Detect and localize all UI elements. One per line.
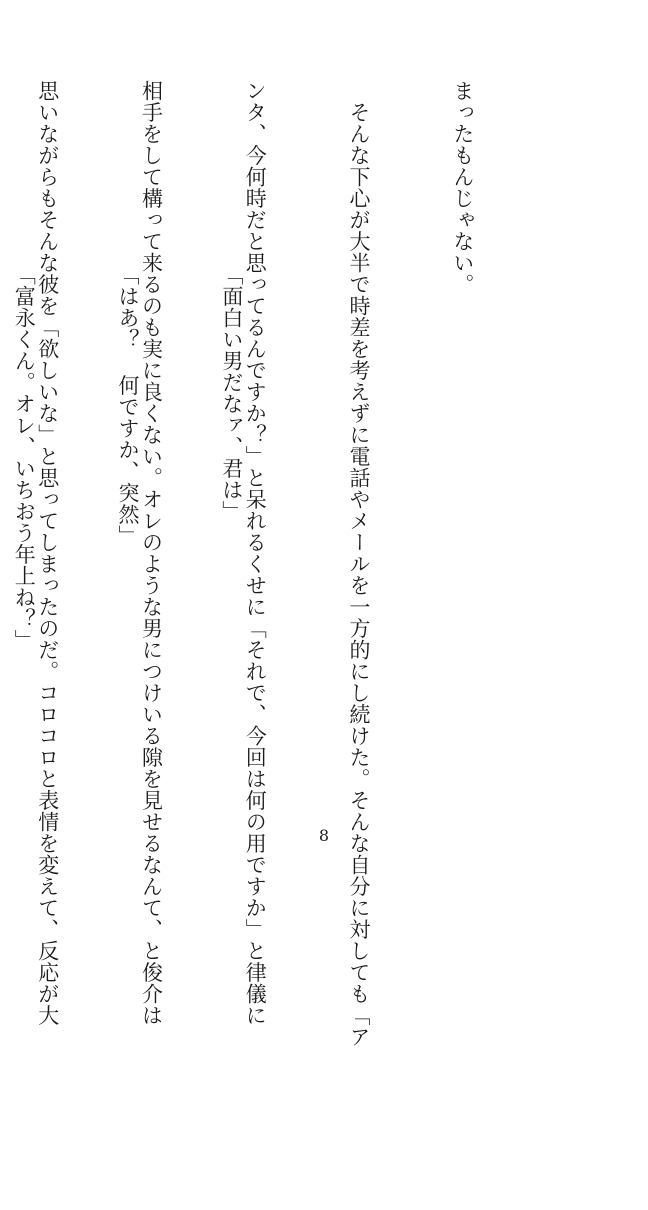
text-column: そんな下心が大半で時差を考えずに電話やメールを一方的にし続けた。そんな自分に対しても「ア <box>347 80 372 1048</box>
page-number: 8 <box>318 826 330 845</box>
text-column: 相手をして構って来るのも実に良くない。オレのような男につけいる隙を見せるなんて、と俊介は <box>139 80 164 1026</box>
text-column: まったもんじゃない。 <box>450 80 475 295</box>
dialogue-line: 「面白い男だなァ、君は」 <box>219 264 244 522</box>
dialogue-line: 「富永くん。オレ、いちおう年上ね？」 <box>12 264 37 651</box>
text-column: ンタ、今何時だと思ってるんですか？」と呆れるくせに「それで、今回は何の用ですか」と律儀に <box>243 80 268 1026</box>
lower-paragraph <box>0 264 318 884</box>
dialogue-line: 「はあ？ 何ですか、突然」 <box>116 264 141 547</box>
text-column: 思いながらもそんな彼を「欲しいな」と思ってしまったのだ。コロコロと表情を変えて、反応が大 <box>35 80 60 1026</box>
